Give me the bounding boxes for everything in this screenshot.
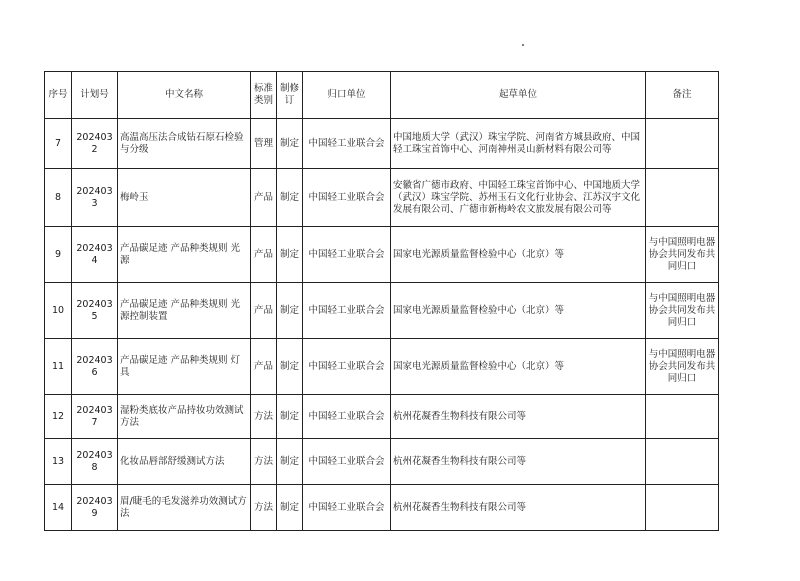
header-row bbox=[45, 72, 719, 119]
cell-seq: 8 bbox=[45, 169, 72, 227]
header-drafter: 起草单位 bbox=[391, 72, 646, 119]
cell-name: 产品碳足迹 产品种类规则 灯具 bbox=[118, 339, 251, 395]
cell-name: 化妆品唇部舒缓测试方法 bbox=[118, 439, 251, 485]
cell-remark: 与中国照明电器协会共同发布共同归口 bbox=[646, 339, 719, 395]
cell-plan-no: 2024033 bbox=[72, 169, 118, 227]
cell-drafter: 杭州花凝香生物科技有限公司等 bbox=[391, 395, 646, 439]
cell-rev: 制定 bbox=[277, 339, 303, 395]
cell-type: 管理 bbox=[251, 119, 277, 169]
cell-seq: 7 bbox=[45, 119, 72, 169]
standards-plan-table bbox=[44, 71, 719, 531]
header-std-type: 标准类别 bbox=[251, 72, 277, 119]
cell-drafter: 国家电光源质量监督检验中心（北京）等 bbox=[391, 283, 646, 339]
cell-remark: 与中国照明电器协会共同发布共同归口 bbox=[646, 227, 719, 283]
cell-rev: 制定 bbox=[277, 439, 303, 485]
cell-remark bbox=[646, 485, 719, 531]
cell-name: 眉/睫毛的毛发滋养功效测试方法 bbox=[118, 485, 251, 531]
cell-rev: 制定 bbox=[277, 119, 303, 169]
cell-plan-no: 2024034 bbox=[72, 227, 118, 283]
cell-drafter: 国家电光源质量监督检验中心（北京）等 bbox=[391, 227, 646, 283]
cell-dept: 中国轻工业联合会 bbox=[303, 485, 391, 531]
cell-dept: 中国轻工业联合会 bbox=[303, 339, 391, 395]
table-row bbox=[45, 283, 719, 339]
cell-rev: 制定 bbox=[277, 395, 303, 439]
cell-rev: 制定 bbox=[277, 227, 303, 283]
cell-name: 产品碳足迹 产品种类规则 光源控制装置 bbox=[118, 283, 251, 339]
cell-seq: 14 bbox=[45, 485, 72, 531]
cell-seq: 9 bbox=[45, 227, 72, 283]
cell-type: 方法 bbox=[251, 485, 277, 531]
cell-seq: 12 bbox=[45, 395, 72, 439]
cell-plan-no: 2024037 bbox=[72, 395, 118, 439]
cell-drafter: 中国地质大学（武汉）珠宝学院、河南省方城县政府、中国轻工珠宝首饰中心、河南神州灵山新材料有限公司等 bbox=[391, 119, 646, 169]
table-row bbox=[45, 169, 719, 227]
cell-type: 方法 bbox=[251, 395, 277, 439]
cell-seq: 10 bbox=[45, 283, 72, 339]
cell-dept: 中国轻工业联合会 bbox=[303, 227, 391, 283]
cell-name: 梅岭玉 bbox=[118, 169, 251, 227]
header-seq: 序号 bbox=[45, 72, 72, 119]
cell-name: 湿粉类底妆产品持妆功效测试方法 bbox=[118, 395, 251, 439]
cell-type: 产品 bbox=[251, 169, 277, 227]
scan-speck bbox=[522, 44, 524, 46]
header-dept: 归口单位 bbox=[303, 72, 391, 119]
header-rev: 制修订 bbox=[277, 72, 303, 119]
table-row bbox=[45, 227, 719, 283]
cell-seq: 11 bbox=[45, 339, 72, 395]
cell-dept: 中国轻工业联合会 bbox=[303, 395, 391, 439]
cell-drafter: 杭州花凝香生物科技有限公司等 bbox=[391, 485, 646, 531]
table-row bbox=[45, 439, 719, 485]
header-cn-name: 中文名称 bbox=[118, 72, 251, 119]
cell-plan-no: 2024032 bbox=[72, 119, 118, 169]
header-plan-no: 计划号 bbox=[72, 72, 118, 119]
cell-name: 产品碳足迹 产品种类规则 光源 bbox=[118, 227, 251, 283]
table-row bbox=[45, 485, 719, 531]
cell-type: 产品 bbox=[251, 283, 277, 339]
cell-seq: 13 bbox=[45, 439, 72, 485]
cell-plan-no: 2024036 bbox=[72, 339, 118, 395]
header-remark: 备注 bbox=[646, 72, 719, 119]
table-row bbox=[45, 119, 719, 169]
table-row bbox=[45, 339, 719, 395]
cell-drafter: 安徽省广德市政府、中国轻工珠宝首饰中心、中国地质大学（武汉）珠宝学院、苏州玉石文化行业协会、江苏汉宇文化发展有限公司、广德市新梅岭农文旅发展有限公司等 bbox=[391, 169, 646, 227]
cell-name: 高温高压法合成钻石原石检验与分级 bbox=[118, 119, 251, 169]
cell-rev: 制定 bbox=[277, 283, 303, 339]
cell-rev: 制定 bbox=[277, 485, 303, 531]
cell-drafter: 国家电光源质量监督检验中心（北京）等 bbox=[391, 339, 646, 395]
cell-remark bbox=[646, 169, 719, 227]
cell-type: 产品 bbox=[251, 339, 277, 395]
cell-plan-no: 2024039 bbox=[72, 485, 118, 531]
table-row bbox=[45, 395, 719, 439]
cell-drafter: 杭州花凝香生物科技有限公司等 bbox=[391, 439, 646, 485]
cell-remark bbox=[646, 395, 719, 439]
cell-remark: 与中国照明电器协会共同发布共同归口 bbox=[646, 283, 719, 339]
cell-dept: 中国轻工业联合会 bbox=[303, 439, 391, 485]
cell-rev: 制定 bbox=[277, 169, 303, 227]
cell-plan-no: 2024035 bbox=[72, 283, 118, 339]
cell-remark bbox=[646, 439, 719, 485]
cell-dept: 中国轻工业联合会 bbox=[303, 283, 391, 339]
cell-remark bbox=[646, 119, 719, 169]
cell-type: 产品 bbox=[251, 227, 277, 283]
cell-type: 方法 bbox=[251, 439, 277, 485]
cell-dept: 中国轻工业联合会 bbox=[303, 169, 391, 227]
cell-dept: 中国轻工业联合会 bbox=[303, 119, 391, 169]
cell-plan-no: 2024038 bbox=[72, 439, 118, 485]
